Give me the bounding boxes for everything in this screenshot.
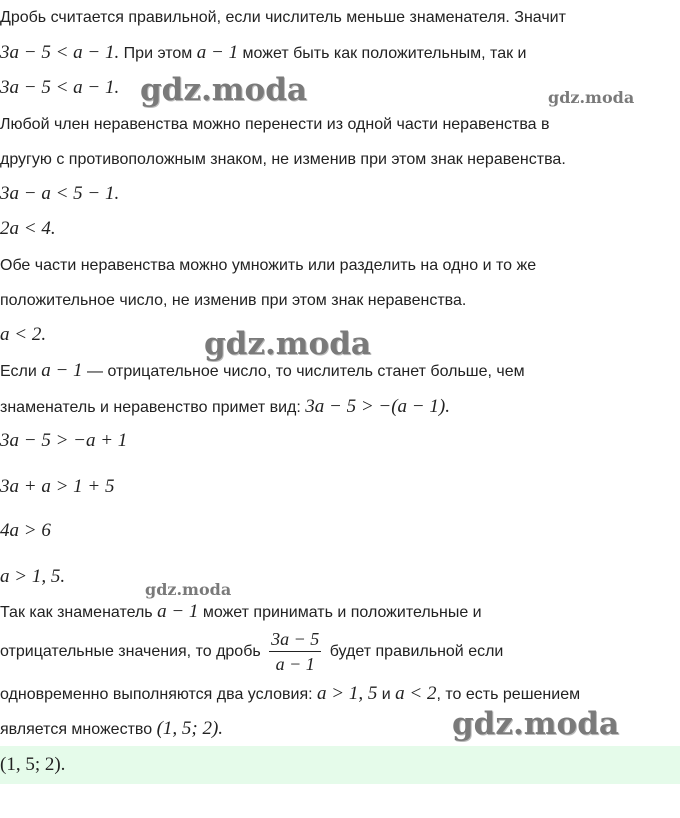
math-expression: a − 1 [196, 42, 239, 63]
solution-line-11 [0, 360, 525, 383]
solution-line-16: a > 1, 5. [0, 566, 66, 587]
text-fragment: Так как знаменатель [0, 604, 158, 621]
solution-line-17 [0, 601, 482, 624]
math-expression: a − 1 [41, 360, 83, 381]
watermark-logo: gdz.moda [145, 580, 232, 599]
solution-line-7: 2a < 4. [0, 218, 56, 239]
text-fragment: , то есть решением [436, 686, 581, 703]
watermark-logo: gdz.moda [548, 88, 635, 107]
solution-line-6: 3a − a < 5 − 1. [0, 183, 120, 204]
solution-line-18 [0, 627, 503, 677]
solution-line-13: 3a − 5 > −a + 1 [0, 430, 128, 451]
text-fragment: и [377, 686, 396, 703]
solution-line-12 [0, 396, 450, 419]
text-fragment: При этом [119, 45, 197, 62]
math-expression: 3a − 5 < a − 1. [0, 42, 120, 63]
fraction-numerator: 3a − 5 [269, 629, 321, 652]
solution-line-19 [0, 683, 580, 706]
text-fragment: отрицательные значения, то дробь [0, 643, 266, 660]
math-expression: 3a − 5 > −(a − 1). [305, 396, 450, 417]
fraction-denominator: a − 1 [275, 654, 315, 675]
solution-line-20 [0, 718, 223, 741]
text-fragment: Если [0, 363, 42, 380]
text-fragment: одновременно выполняются два условия: [0, 686, 318, 703]
solution-line-10: a < 2. [0, 324, 47, 345]
solution-line-4: Любой член неравенства можно перенести из одной части неравенства в [0, 116, 550, 133]
solution-line-15: 4a > 6 [0, 520, 51, 541]
math-expression: a > 1, 5 [317, 683, 378, 704]
watermark-logo: gdz.moda [204, 326, 371, 362]
text-fragment: является множество [0, 721, 157, 738]
answer-box [0, 746, 680, 784]
solution-line-3: 3a − 5 < a − 1. [0, 77, 120, 98]
watermark-logo: gdz.moda [452, 706, 619, 742]
watermark-logo: gdz.moda [140, 72, 307, 108]
text-fragment: будет правильной если [325, 643, 504, 660]
solution-line-14: 3a + a > 1 + 5 [0, 476, 115, 497]
math-expression: a < 2 [395, 683, 437, 704]
solution-line-5: другую с противоположным знаком, не изменив при этом знак неравенства. [0, 151, 566, 168]
solution-line-2 [0, 42, 526, 65]
text-fragment: знаменатель и неравенство примет вид: [0, 399, 306, 416]
solution-line-9: положительное число, не изменив при этом знак неравенства. [0, 292, 467, 309]
fraction [269, 629, 321, 674]
text-fragment: может принимать и положительные и [198, 604, 482, 621]
text-fragment: может быть как положительным, так и [238, 45, 527, 62]
text-fragment: — отрицательное число, то числитель станет больше, чем [82, 363, 525, 380]
solution-line-1: Дробь считается правильной, если числитель меньше знаменателя. Значит [0, 9, 566, 26]
answer-text: (1, 5; 2). [0, 754, 66, 775]
math-expression: (1, 5; 2). [156, 718, 224, 739]
solution-line-8: Обе части неравенства можно умножить или разделить на одно и то же [0, 257, 537, 274]
math-expression: a − 1 [157, 601, 199, 622]
